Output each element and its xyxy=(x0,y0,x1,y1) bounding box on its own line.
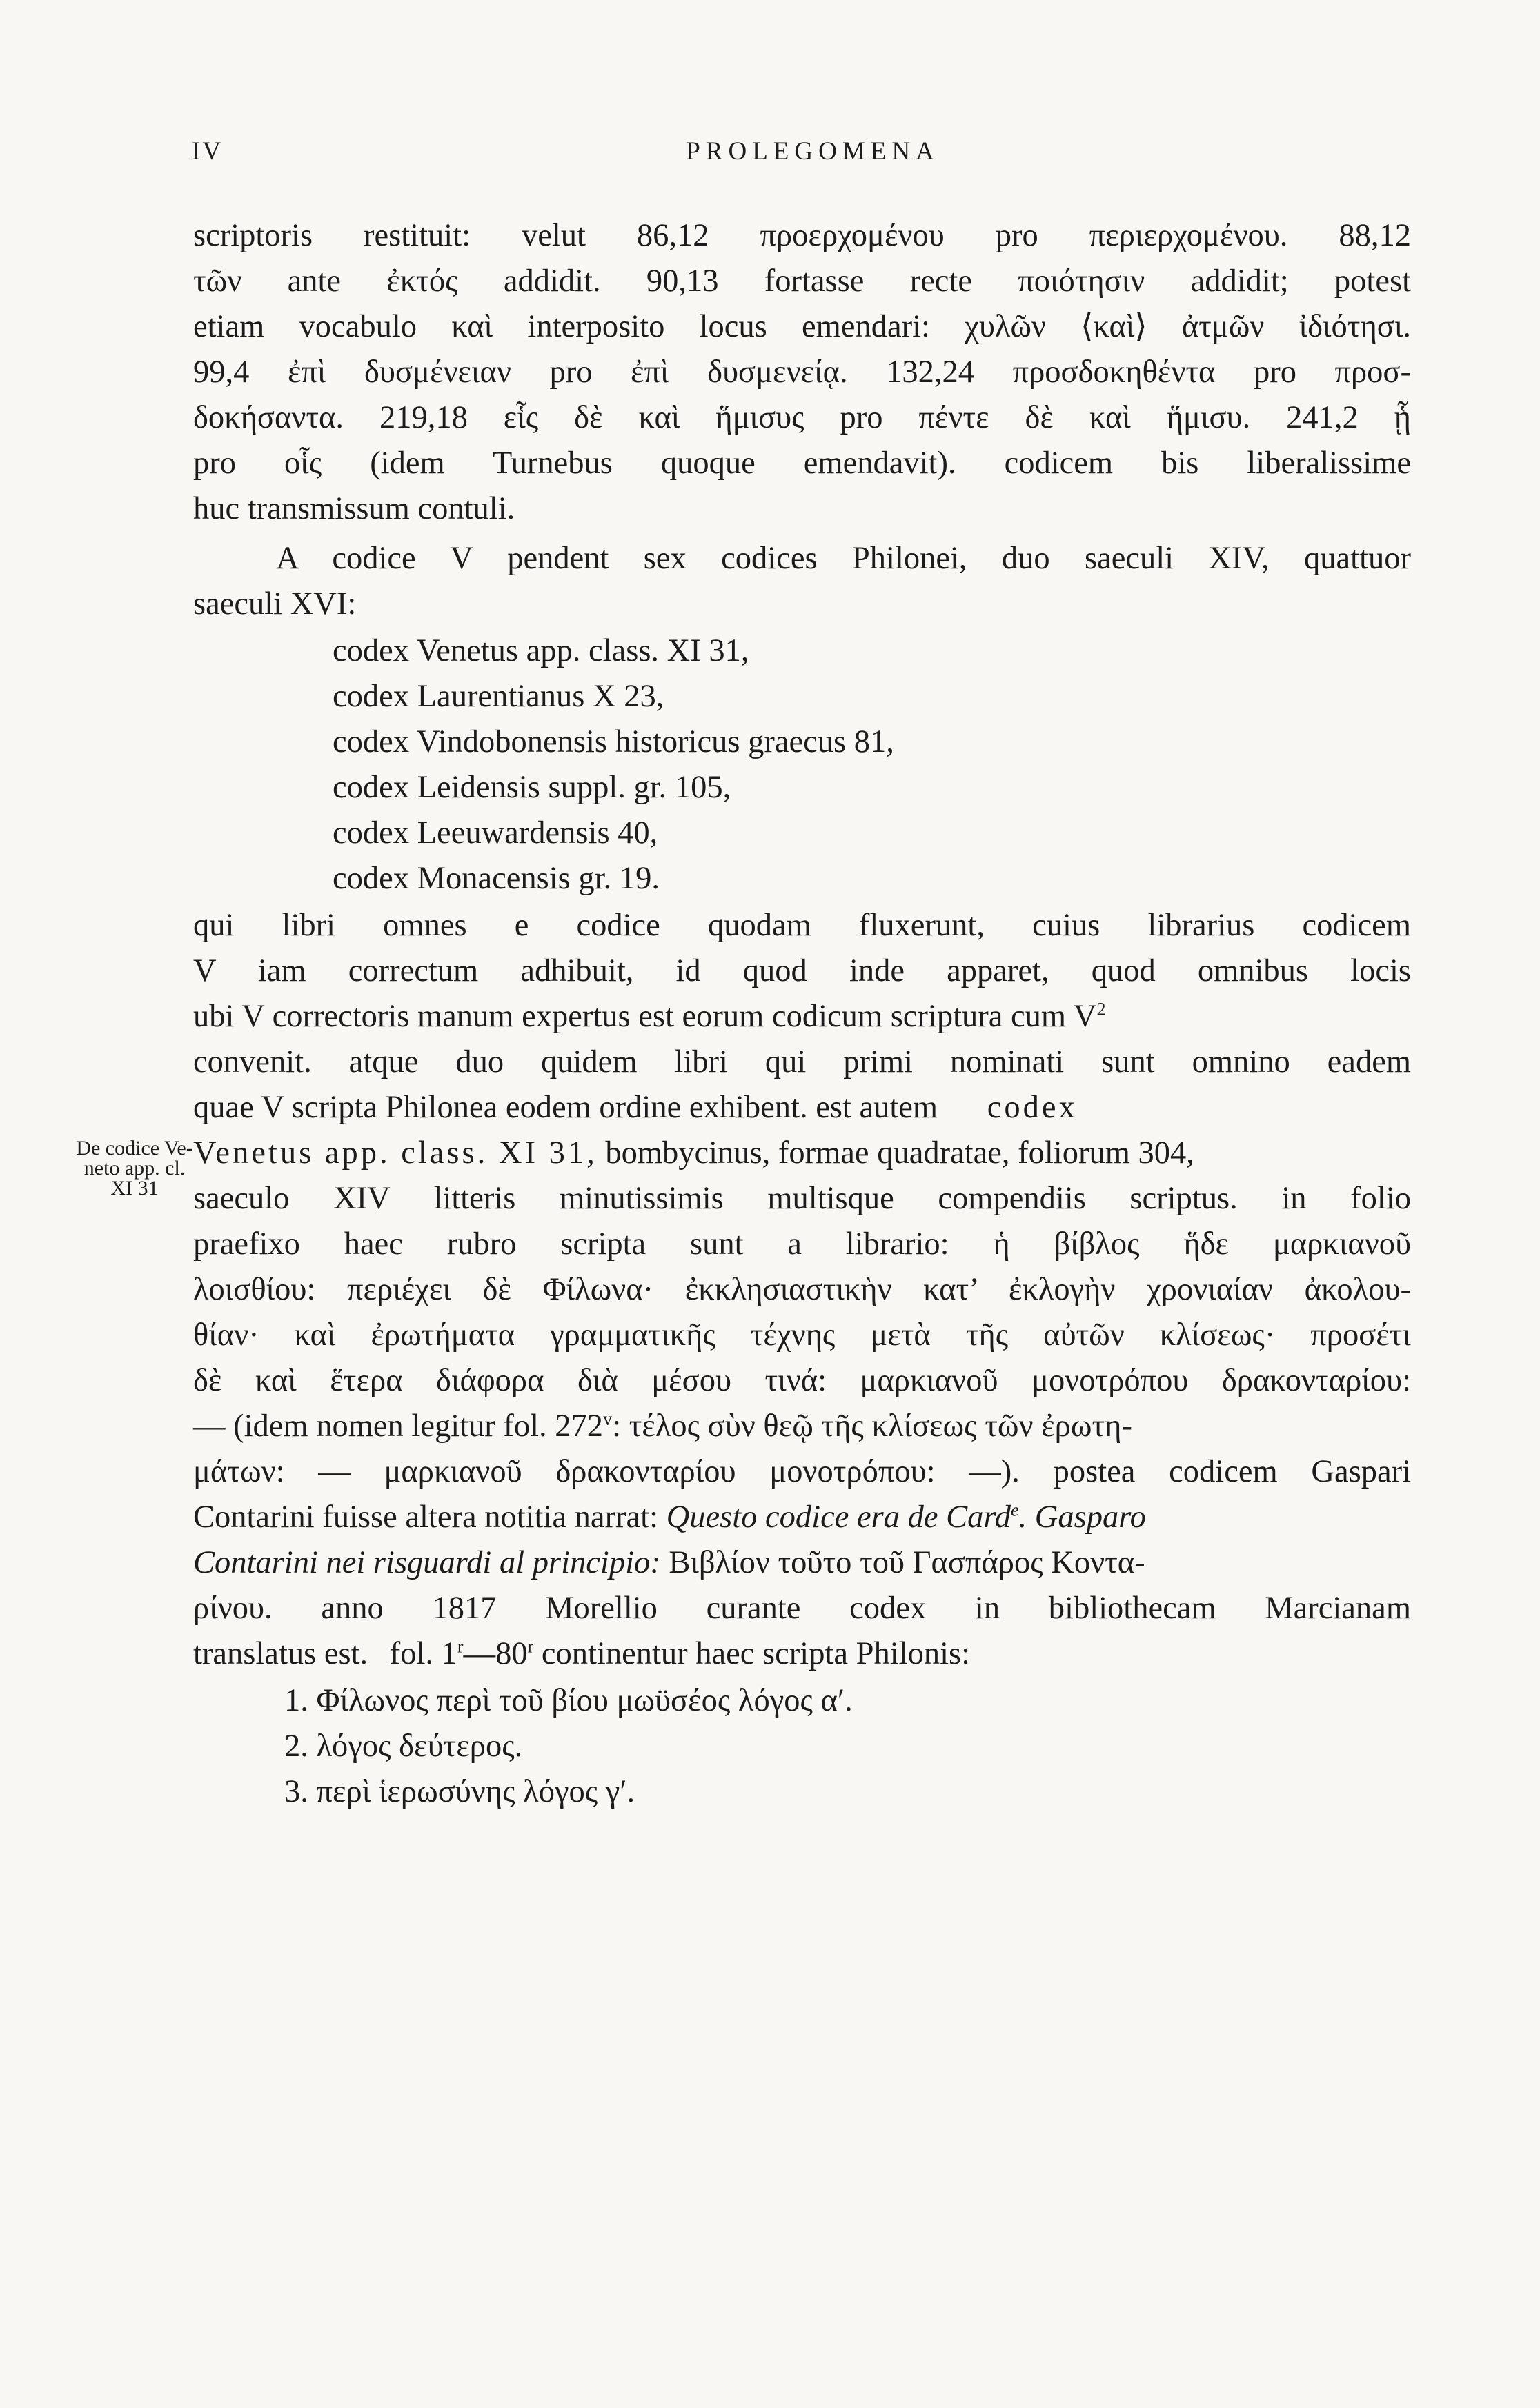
item-number: 3. xyxy=(284,1774,308,1809)
p3-line-3 xyxy=(193,996,1411,1037)
codex-list-item: codex Venetus app. class. XI 31, xyxy=(333,633,749,668)
fol-line-text-a: — (idem nomen legitur fol. 272 xyxy=(193,1409,604,1444)
card-superscript: e xyxy=(1011,1500,1019,1520)
p3-line-1: qui libri omnes e codice quodam fluxerunt, cuius librarius codicem xyxy=(193,908,1411,943)
p3-line-5-text: quae V scripta Philonea eodem ordine exhibent. est autem xyxy=(193,1090,938,1125)
p1-line-2: τῶν ante ἐκτός addidit. 90,13 fortasse recte ποιότησιν addidit; potest xyxy=(193,263,1411,299)
item-number: 2. xyxy=(284,1729,308,1764)
p4-line-4: λοισθίου: περιέχει δὲ Φίλωνα· ἐκκλησιαστικὴν κατ’ ἐκλογὴν χρονιαίαν ἀκολου- xyxy=(193,1272,1411,1307)
p4-line-7 xyxy=(193,1406,1132,1447)
item-text: περὶ ἱερωσύνης λόγος γ′. xyxy=(316,1774,635,1809)
contarini-italic: Questo codice era de Card xyxy=(666,1500,1011,1535)
p4-line-9 xyxy=(193,1497,1146,1538)
p4-line-10 xyxy=(193,1542,1145,1584)
fol-range-c: continentur haec scripta Philonis: xyxy=(541,1636,971,1671)
item-text: λόγος δεύτερος. xyxy=(316,1729,523,1764)
p2-line-2: saeculi XVI: xyxy=(193,586,357,621)
fol-recto-mark: r xyxy=(527,1636,534,1657)
p1-line-1: scriptoris restituit: velut 86,12 προερχομένου pro περιερχομένου. 88,12 xyxy=(193,218,1411,253)
gasparo-italic: . Gasparo xyxy=(1018,1500,1146,1535)
p4-line-11: ρίνου. anno 1817 Morellio curante codex in bibliothecam Marcianam xyxy=(193,1591,1411,1626)
italic-quote: Contarini nei risguardi al principio: xyxy=(193,1545,661,1580)
numbered-item xyxy=(284,1726,522,1767)
codex-spaced-word: codex xyxy=(987,1090,1078,1125)
running-header xyxy=(192,137,1434,171)
codex-list-item: codex Laurentianus X 23, xyxy=(333,679,664,714)
contarini-text: Contarini fuisse altera notitia narrat: xyxy=(193,1500,659,1535)
p3-line-3-text: ubi V correctoris manum expertus est eorum codicum scriptura cum V xyxy=(193,999,1097,1034)
p4-line-6: δὲ καὶ ἕτερα διάφορα διὰ μέσου τινά: μαρκιανοῦ μονοτρόπου δρακονταρίου: xyxy=(193,1363,1411,1398)
p3-line-4: convenit. atque duo quidem libri qui primi nominati sunt omnino eadem xyxy=(193,1044,1411,1079)
numbered-item xyxy=(284,1680,853,1722)
p3-line-2: V iam correctum adhibuit, id quod inde apparet, quod omnibus locis xyxy=(193,953,1411,988)
p1-line-6: pro οἷς (idem Turnebus quoque emendavit). codicem bis liberalissime xyxy=(193,446,1411,481)
fol-recto-mark: r xyxy=(457,1636,464,1657)
margin-note-line: De codice Ve- xyxy=(76,1137,193,1160)
p4-line-1 xyxy=(193,1133,1194,1174)
translatus-text: translatus est. xyxy=(193,1636,368,1671)
p1-line-4: 99,4 ἐπὶ δυσμένειαν pro ἐπὶ δυσμενείᾳ. 132,24 προσδοκηθέντα pro προσ- xyxy=(193,355,1411,390)
margin-note xyxy=(76,1138,193,1198)
margin-note-line: XI 31 xyxy=(110,1177,159,1200)
running-title: PROLEGOMENA xyxy=(686,137,940,166)
numbered-item xyxy=(284,1771,635,1813)
p4-line-1-rest: bombycinus, formae quadratae, foliorum 304, xyxy=(605,1135,1194,1171)
codex-list-item: codex Vindobonensis historicus graecus 81, xyxy=(333,724,894,759)
fol-range-a: fol. 1 xyxy=(389,1636,457,1671)
page-number: IV xyxy=(192,137,224,166)
codex-list-item: codex Monacensis gr. 19. xyxy=(333,861,660,896)
p4-line-8: μάτων: — μαρκιανοῦ δρακονταρίου μονοτρόπου: —). postea codicem Gaspari xyxy=(193,1454,1411,1489)
p3-line-5 xyxy=(193,1087,1078,1128)
codex-list-item: codex Leidensis suppl. gr. 105, xyxy=(333,770,731,805)
item-text: Φίλωνος περὶ τοῦ βίου μωϋσέος λόγος α′. xyxy=(316,1683,853,1718)
greek-quote: Βιβλίον τοῦτο τοῦ Γασπάρος Κοντα- xyxy=(669,1545,1145,1580)
p3-superscript: 2 xyxy=(1096,999,1106,1019)
venetus-spaced: Venetus app. class. XI 31, xyxy=(193,1135,598,1171)
p4-line-12 xyxy=(193,1633,970,1675)
fol-verso-mark: v xyxy=(603,1409,613,1429)
p4-line-3: praefixo haec rubro scripta sunt a librario: ἡ βίβλος ἥδε μαρκιανοῦ xyxy=(193,1226,1411,1262)
p2-line-1: A codice V pendent sex codices Philonei, duo saeculi XIV, quattuor xyxy=(276,541,1411,576)
p4-line-5: θίαν· καὶ ἐρωτήματα γραμματικῆς τέχνης μετὰ τῆς αὐτῶν κλίσεως· προσέτι xyxy=(193,1317,1411,1353)
fol-range-b: —80 xyxy=(463,1636,528,1671)
p4-line-2: saeculo XIV litteris minutissimis multisque compendiis scriptus. in folio xyxy=(193,1181,1411,1216)
p1-line-7: huc transmissum contuli. xyxy=(193,491,515,526)
fol-line-text-b: : τέλος σὺν θεῷ τῆς κλίσεως τῶν ἐρωτη- xyxy=(612,1409,1132,1444)
item-number: 1. xyxy=(284,1683,308,1718)
margin-note-line: neto app. cl. xyxy=(83,1157,186,1180)
p1-line-3: etiam vocabulo καὶ interposito locus emendari: χυλῶν ⟨καὶ⟩ ἀτμῶν ἰδιότησι. xyxy=(193,309,1411,344)
p1-line-5: δοκήσαντα. 219,18 εἷς δὲ καὶ ἥμισυς pro πέντε δὲ καὶ ἥμισυ. 241,2 ᾗ xyxy=(193,400,1411,435)
codex-list-item: codex Leeuwardensis 40, xyxy=(333,815,658,850)
